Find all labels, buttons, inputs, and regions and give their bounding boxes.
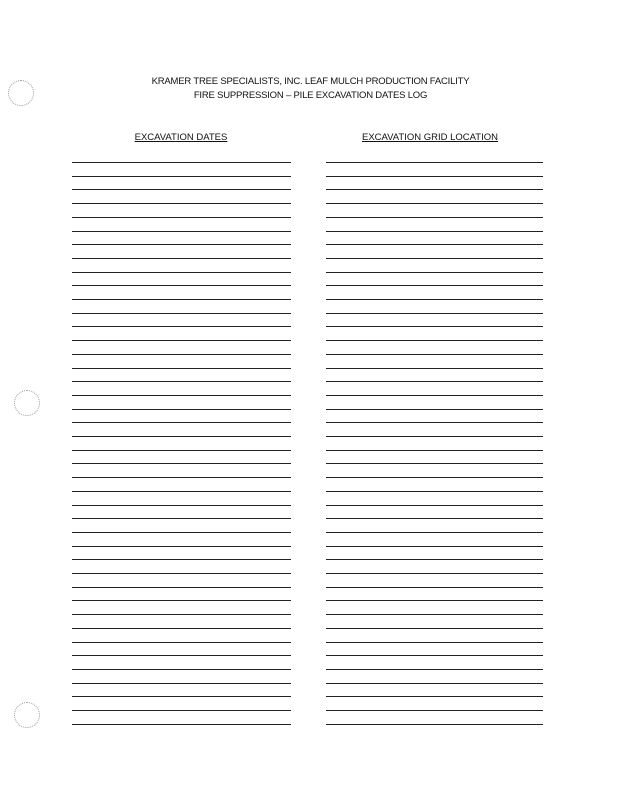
date-entry-line[interactable] bbox=[72, 463, 291, 464]
document-subtitle: FIRE SUPPRESSION – PILE EXCAVATION DATES LOG bbox=[193, 90, 428, 101]
grid-location-entry-line[interactable] bbox=[326, 285, 543, 286]
grid-location-entry-line[interactable] bbox=[326, 683, 543, 684]
grid-location-entry-line[interactable] bbox=[326, 491, 543, 492]
grid-location-entry-line[interactable] bbox=[326, 600, 543, 601]
date-entry-line[interactable] bbox=[72, 368, 291, 369]
date-entry-line[interactable] bbox=[72, 505, 291, 506]
grid-location-entry-line[interactable] bbox=[326, 395, 543, 396]
grid-location-entry-line[interactable] bbox=[326, 505, 543, 506]
grid-location-entry-line[interactable] bbox=[326, 258, 543, 259]
date-entry-line[interactable] bbox=[72, 573, 291, 574]
date-entry-line[interactable] bbox=[72, 655, 291, 656]
date-entry-line[interactable] bbox=[72, 696, 291, 697]
grid-location-entry-line[interactable] bbox=[326, 340, 543, 341]
date-entry-line[interactable] bbox=[72, 299, 291, 300]
date-entry-line[interactable] bbox=[72, 628, 291, 629]
date-entry-line[interactable] bbox=[72, 258, 291, 259]
document-title: KRAMER TREE SPECIALISTS, INC. LEAF MULCH PRODUCTION FACILITY bbox=[151, 76, 470, 87]
grid-location-entry-line[interactable] bbox=[326, 244, 543, 245]
date-entry-line[interactable] bbox=[72, 381, 291, 382]
grid-location-entry-line[interactable] bbox=[326, 559, 543, 560]
grid-location-entry-line[interactable] bbox=[326, 299, 543, 300]
grid-location-entry-line[interactable] bbox=[326, 231, 543, 232]
grid-location-entry-line[interactable] bbox=[326, 669, 543, 670]
grid-location-entry-line[interactable] bbox=[326, 176, 543, 177]
date-entry-line[interactable] bbox=[72, 491, 291, 492]
date-entry-line[interactable] bbox=[72, 669, 291, 670]
date-entry-line[interactable] bbox=[72, 724, 291, 725]
date-entry-line[interactable] bbox=[72, 518, 291, 519]
grid-location-entry-line[interactable] bbox=[326, 272, 543, 273]
date-entry-line[interactable] bbox=[72, 683, 291, 684]
date-entry-line[interactable] bbox=[72, 313, 291, 314]
date-entry-line[interactable] bbox=[72, 614, 291, 615]
date-entry-line[interactable] bbox=[72, 354, 291, 355]
grid-location-entry-line[interactable] bbox=[326, 354, 543, 355]
date-entry-line[interactable] bbox=[72, 436, 291, 437]
grid-location-entry-line[interactable] bbox=[326, 189, 543, 190]
date-entry-line[interactable] bbox=[72, 559, 291, 560]
grid-location-entry-line[interactable] bbox=[326, 436, 543, 437]
date-entry-line[interactable] bbox=[72, 395, 291, 396]
grid-location-entry-line[interactable] bbox=[326, 518, 543, 519]
date-entry-line[interactable] bbox=[72, 162, 291, 163]
grid-location-entry-line[interactable] bbox=[326, 381, 543, 382]
grid-location-entry-line[interactable] bbox=[326, 642, 543, 643]
grid-location-entry-line[interactable] bbox=[326, 696, 543, 697]
grid-location-entry-line[interactable] bbox=[326, 628, 543, 629]
date-entry-line[interactable] bbox=[72, 272, 291, 273]
punch-hole-bottom bbox=[14, 702, 40, 728]
date-entry-line[interactable] bbox=[72, 546, 291, 547]
date-entry-line[interactable] bbox=[72, 587, 291, 588]
column-header-excavation-dates: EXCAVATION DATES bbox=[134, 132, 228, 143]
punch-hole-middle bbox=[14, 390, 40, 416]
date-entry-line[interactable] bbox=[72, 600, 291, 601]
grid-location-entry-line[interactable] bbox=[326, 587, 543, 588]
date-entry-line[interactable] bbox=[72, 477, 291, 478]
grid-location-entry-line[interactable] bbox=[326, 724, 543, 725]
grid-location-entry-line[interactable] bbox=[326, 368, 543, 369]
date-entry-line[interactable] bbox=[72, 422, 291, 423]
grid-location-entry-line[interactable] bbox=[326, 463, 543, 464]
grid-location-entry-line[interactable] bbox=[326, 203, 543, 204]
grid-location-entry-line[interactable] bbox=[326, 573, 543, 574]
date-entry-line[interactable] bbox=[72, 450, 291, 451]
date-entry-line[interactable] bbox=[72, 217, 291, 218]
grid-location-entry-line[interactable] bbox=[326, 326, 543, 327]
grid-location-entry-line[interactable] bbox=[326, 422, 543, 423]
grid-location-entry-line[interactable] bbox=[326, 313, 543, 314]
grid-location-entry-line[interactable] bbox=[326, 614, 543, 615]
grid-location-entry-line[interactable] bbox=[326, 655, 543, 656]
date-entry-line[interactable] bbox=[72, 189, 291, 190]
date-entry-line[interactable] bbox=[72, 244, 291, 245]
grid-location-entry-line[interactable] bbox=[326, 710, 543, 711]
date-entry-line[interactable] bbox=[72, 231, 291, 232]
grid-location-entry-line[interactable] bbox=[326, 546, 543, 547]
grid-location-entry-line[interactable] bbox=[326, 477, 543, 478]
date-entry-line[interactable] bbox=[72, 340, 291, 341]
date-entry-line[interactable] bbox=[72, 710, 291, 711]
grid-location-entry-line[interactable] bbox=[326, 532, 543, 533]
date-entry-line[interactable] bbox=[72, 326, 291, 327]
grid-location-entry-line[interactable] bbox=[326, 217, 543, 218]
grid-location-entry-line[interactable] bbox=[326, 162, 543, 163]
grid-location-entry-line[interactable] bbox=[326, 450, 543, 451]
column-header-grid-location: EXCAVATION GRID LOCATION bbox=[361, 132, 498, 143]
date-entry-line[interactable] bbox=[72, 642, 291, 643]
date-entry-line[interactable] bbox=[72, 285, 291, 286]
date-entry-line[interactable] bbox=[72, 409, 291, 410]
grid-location-entry-line[interactable] bbox=[326, 409, 543, 410]
date-entry-line[interactable] bbox=[72, 176, 291, 177]
date-entry-line[interactable] bbox=[72, 203, 291, 204]
date-entry-line[interactable] bbox=[72, 532, 291, 533]
